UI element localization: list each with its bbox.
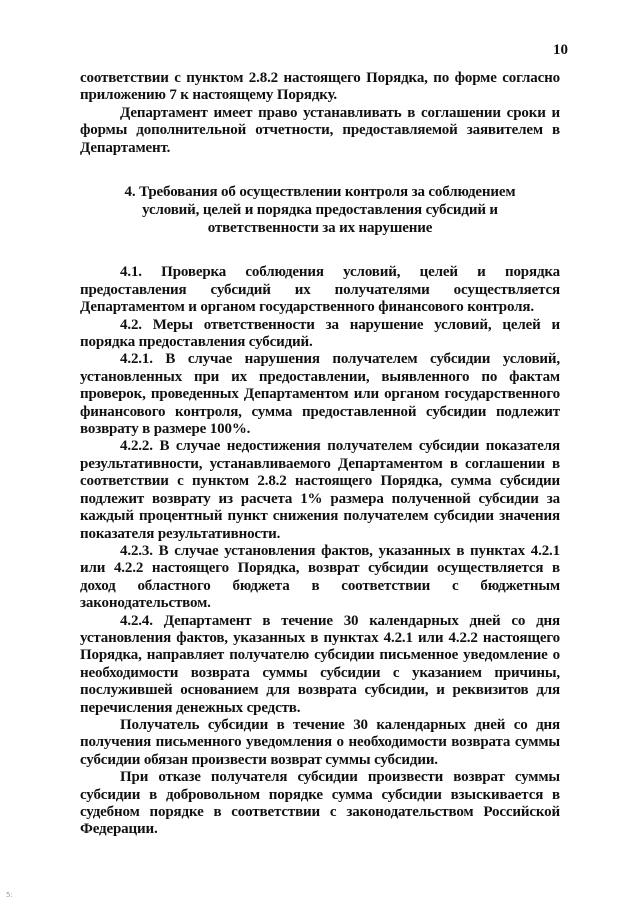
section-heading: 4. Требования об осуществлении контроля за соблюдением условий, целей и порядка предоставления субсидий и ответственности за их нарушение: [124, 184, 516, 236]
paragraph-4-2-2: 4.2.2. В случае недостижения получателем субсидии показателя результативности, устанавливаемого Департаментом в соглашении в соответствии с пунктом 2.8.2 настоящего Порядка, сумма субсидии подлежит возврату из расчета 1% размера полученной субсидии за каждый процентный пункт снижения получателем субсидии значения показателя результативности.: [80, 438, 560, 542]
paragraph-refusal: При отказе получателя субсидии произвести возврат суммы субсидии в добровольном порядке сумма субсидии взыскивается в судебном порядке в соответствии с законодательством Российской Федерации.: [80, 769, 560, 838]
intro-paragraph-1: соответствии с пунктом 2.8.2 настоящего Порядка, по форме согласно приложению 7 к настоящему Порядку.: [80, 70, 560, 104]
paragraph-4-2-3: 4.2.3. В случае установления фактов, указанных в пунктах 4.2.1 или 4.2.2 настоящего Порядка, возврат субсидии осуществляется в доход областного бюджета в соответствии с бюджетным законодательством.: [80, 542, 560, 612]
corner-mark: 5:: [6, 891, 13, 899]
page-number: 10: [553, 42, 568, 58]
document-body: [80, 70, 560, 839]
paragraph-4-2: 4.2. Меры ответственности за нарушение условий, целей и порядка предоставления субсидий.: [80, 316, 560, 351]
intro-paragraph-2: Департамент имеет право устанавливать в соглашении сроки и формы дополнительной отчетности, предоставляемой заявителем в Департамент.: [80, 104, 560, 156]
paragraph-4-2-4: 4.2.4. Департамент в течение 30 календарных дней со дня установления фактов, указанных в пунктах 4.2.1 или 4.2.2 настоящего Порядка, направляет получателю субсидии письменное уведомление о необходимости возврата суммы субсидии с указанием причины, послужившей основанием для возврата субсидии, и реквизитов для перечисления денежных средств.: [80, 612, 560, 716]
paragraph-4-2-1: 4.2.1. В случае нарушения получателем субсидии условий, установленных при их предоставлении, выявленного по фактам проверок, проведенных Департаментом или органом государственного финансового контроля, сумма предоставленной субсидии подлежит возврату в размере 100%.: [80, 351, 560, 438]
paragraph-recipient-obligation: Получатель субсидии в течение 30 календарных дней со дня получения письменного уведомления о необходимости возврата суммы субсидии обязан произвести возврат суммы субсидии.: [80, 716, 560, 768]
paragraph-4-1: 4.1. Проверка соблюдения условий, целей и порядка предоставления субсидий их получателями осуществляется Департаментом и органом государственного финансового контроля.: [80, 264, 560, 316]
